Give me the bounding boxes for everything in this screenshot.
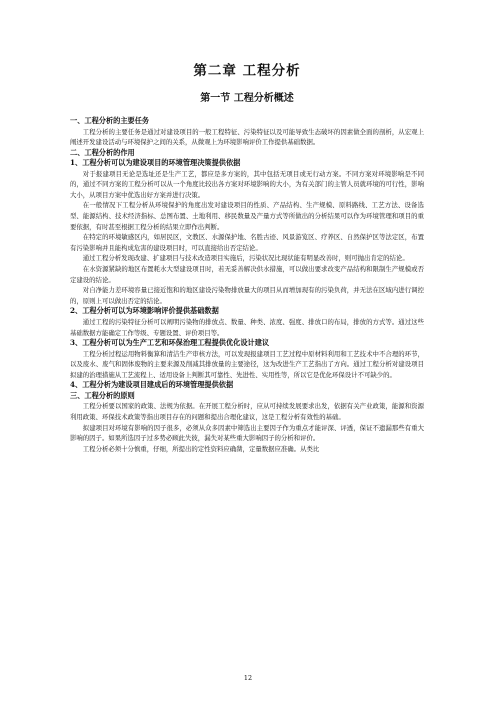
body-paragraph: 拟建项目对环境有影响的因子很多，必须从众多因素中筛选出主要因子作为重点才能评深、评透，保证不遗漏那些有重大影响的因子。如果所选因子过多势必顾此失彼，漏失对某些重大影响因子的分析和评价。	[70, 423, 424, 443]
heading-level-1: 一、工程分析的主要任务	[70, 116, 150, 125]
heading-level-1: 二、工程分析的作用	[70, 147, 135, 157]
heading-level-2: 3、工程分析可以为生产工艺和环保治理工程提供优化设计建议	[70, 338, 270, 348]
body-paragraph: 在一般情况下工程分析从环境保护的角度出发对建设项目的性质、产品结构、生产规模、原料路线、工艺方法、设备选型、能源结构、技术经济指标、总图布置、土地利用、移民数量及产量方式等所做出的分析结果可以作为环境管理和项目的重要依据，有时甚至根据工程分析的结果立即作出判断。	[70, 201, 424, 231]
body-paragraph: 在水资源紧缺的地区布置耗水大型建设项目时，若无妥善解决供水措施，可以做出要求改变产品结构和限制生产规模或否定建设的结论。	[70, 265, 424, 284]
heading-level-2: 2、工程分析可以为环境影响评价提供基础数据	[70, 306, 219, 316]
body-paragraph: 对于报建项目无论是选址还是生产工艺，都应是多方案的，其中包括无项目或无行动方案。不同方案对环境影响是不同的，通过不同方案的工程分析可以从一个角度比较出各方案对环境影响的大小，为有关部门的主管人员就环境的可行性，影响大小，从项目方案中优选出好方案并进行决策。	[70, 169, 424, 199]
body-paragraph: 工程分析要以国家的政策、法规为依据。在开展工程分析时，应从可持续发展要求出发，依据有关产业政策，能源和资源利用政策、环保技术政策等指出项目存在的问题和提出合理化建议，这是工程分析有效性的基础。	[70, 402, 424, 421]
page-body	[70, 116, 424, 454]
body-paragraph: 通过工程的污染特征分析可以阐明污染物的排放点、数量、种类、浓度、强度、排放口的布局，排放的方式等。通过这些基础数据方能确定工作等级、专题设置、评价项目等。	[70, 317, 424, 337]
body-paragraph: 工程分析过程运用物料衡算和清洁生产审核方法，可以发现报建项目工艺过程中原材料利用和工艺技术中不合理的环节，以及废水、废气和固体废物的主要来源及削减其排放量的主要途径，这为改进生产工艺指出了方向。通过工程分析对建设项目拟建的治理措施从工艺流程上、适用设备上判断其可靠性、先进性、实用性等，所以它是优化环保设计不可缺少的。	[70, 349, 424, 379]
body-paragraph: 在特定的环境敏感区内，如居民区，文教区、水源保护地、名胜古迹、风景游览区、疗养区、自然保护区等法定区，布置有污染影响并且能构成危害的建设项目时，可以直接给出否定结论。	[70, 233, 424, 252]
section-title: 第一节 工程分析概述	[200, 93, 294, 104]
page-number: 12	[243, 674, 253, 682]
body-paragraph: 通过工程分析发现改建、扩建项目与技术改造项目实施后，污染状况比现状能有明显改善时，则可抛出肯定的结论。	[82, 254, 409, 263]
body-paragraph: 对自净能力差环境容量已接近饱和的地区建设污染物排放量大的项目从而增加现有的污染负荷，并无法在区域内进行调控的，原则上可以做出否定的结论。	[70, 286, 424, 305]
heading-level-2: 1、工程分析可以为建设项目的环境管理决策提供依据	[70, 158, 241, 168]
body-paragraph: 工程分析必须十分慎重，仔细，所提出的定性资料应确凿，定量数据应准确。从类比	[82, 444, 320, 453]
heading-level-1: 三、工程分析的原则	[70, 390, 135, 400]
body-paragraph: 工程分析的主要任务是通过对建设项目的一般工程特征、污染特征以及可能导致生态破坏的因素做全面的剖析，从宏观上阐述开发建设活动与环境保护之间的关系，从微观上为环境影响评价工作提供基础数据。	[70, 127, 424, 147]
heading-level-2: 4、工程分析为建设项目建成后的环境管理提供依据	[70, 380, 234, 390]
chapter-title: 第二章 工程分析	[193, 63, 301, 79]
